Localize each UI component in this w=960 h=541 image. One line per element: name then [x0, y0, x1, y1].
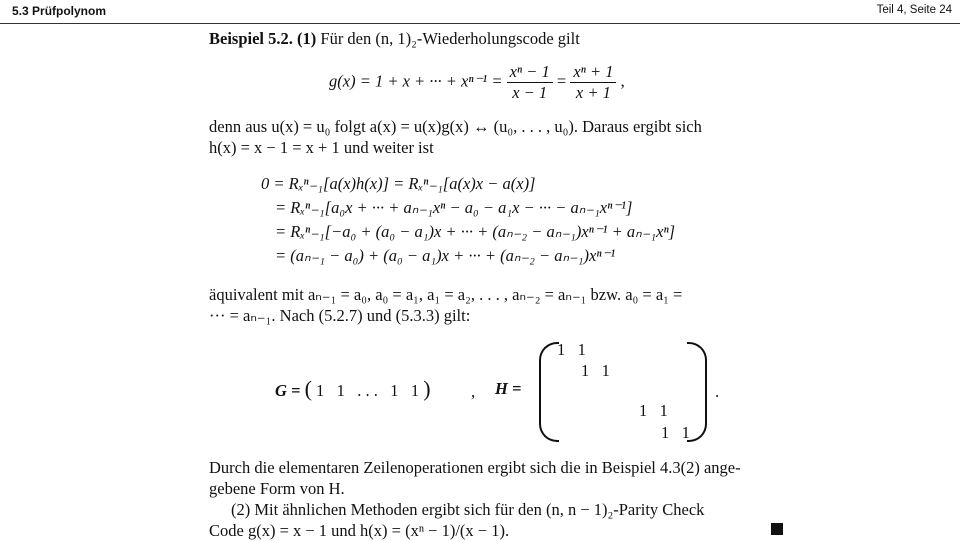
matrix-period: .: [715, 382, 720, 401]
fraction-1: [507, 62, 553, 103]
check-matrix-row-3: 1 1: [639, 401, 668, 420]
check-matrix-row-1: 1 1: [557, 340, 586, 359]
h-right-paren: [687, 342, 707, 442]
paragraph-4-line-2: Code g(x) = x − 1 und h(x) = (xⁿ − 1)/(x − 1).: [209, 521, 510, 540]
qed-square-icon: [771, 523, 783, 535]
paragraph-3-line-2: gebene Form von H.: [209, 479, 345, 498]
check-matrix-row-2: 1 1: [581, 361, 610, 380]
slide-header: [0, 0, 960, 24]
example-heading-text: Für den (n, 1)₂-Wiederholungscode gilt: [320, 29, 580, 48]
aligned-equation-line-3: = Rₓⁿ₋₁[−a₀ + (a₀ − a₁)x + ··· + (aₙ₋₂ − aₙ₋₁)xⁿ⁻¹ + aₙ₋₁xⁿ]: [275, 222, 676, 241]
paragraph-4-line-1: (2) Mit ähnlichen Methoden ergibt sich für den (n, n − 1)₂-Parity Check: [231, 500, 705, 519]
fraction-1-denominator: x − 1: [512, 83, 548, 102]
generator-equation: [329, 62, 625, 103]
generator-matrix: [275, 378, 431, 401]
matrix-separator: ,: [471, 382, 476, 401]
check-matrix-label: H =: [495, 379, 522, 398]
example-number: Beispiel 5.2.: [209, 29, 293, 48]
fraction-2-denominator: x + 1: [575, 83, 611, 102]
generator-matrix-label: G =: [275, 381, 301, 400]
check-matrix-row-4: 1 1: [661, 423, 690, 442]
section-title: 5.3 Prüfpolynom: [12, 4, 107, 18]
page-info: Teil 4, Seite 24: [876, 4, 952, 16]
fraction-2-numerator: xⁿ + 1: [570, 62, 616, 83]
fraction-1-numerator: xⁿ − 1: [507, 62, 553, 83]
paragraph-2-line-2: ··· = aₙ₋₁. Nach (5.2.7) und (5.3.3) gilt:: [209, 306, 471, 325]
aligned-equation-line-1: 0 = Rₓⁿ₋₁[a(x)h(x)] = Rₓⁿ₋₁[a(x)x − a(x)]: [261, 174, 536, 193]
aligned-equation-line-2: = Rₓⁿ₋₁[a₀x + ··· + aₙ₋₁xⁿ − a₀ − a₁x − ··· − aₙ₋₁xⁿ⁻¹]: [275, 198, 633, 217]
paragraph-2-line-1: äquivalent mit aₙ₋₁ = a₀, a₀ = a₁, a₁ = a₂, . . . , aₙ₋₂ = aₙ₋₁ bzw. a₀ = a₁ =: [209, 285, 683, 304]
eq-comma: ,: [620, 71, 625, 91]
g-left-paren: (: [304, 376, 312, 401]
h-left-paren: [539, 342, 559, 442]
example-heading: [209, 28, 580, 49]
eq-equals: =: [556, 71, 567, 91]
g-right-paren: ): [423, 376, 431, 401]
fraction-2: [570, 62, 616, 103]
example-part: (1): [297, 29, 317, 48]
paragraph-3-line-1: Durch die elementaren Zeilenoperationen ergibt sich die in Beispiel 4.3(2) ange-: [209, 458, 741, 477]
generator-matrix-row: 1 1 . . . 1 1: [316, 381, 420, 400]
aligned-equation-line-4: = (aₙ₋₁ − a₀) + (a₀ − a₁)x + ··· + (aₙ₋₂ − aₙ₋₁)xⁿ⁻¹: [275, 246, 616, 265]
paragraph-1-line-2: h(x) = x − 1 = x + 1 und weiter ist: [209, 138, 434, 157]
eq-g-left: g(x) = 1 + x + ··· + xⁿ⁻¹ =: [329, 71, 503, 91]
paragraph-1-line-1: denn aus u(x) = u₀ folgt a(x) = u(x)g(x) ↔ (u₀, . . . , u₀). Daraus ergibt sich: [209, 117, 702, 136]
